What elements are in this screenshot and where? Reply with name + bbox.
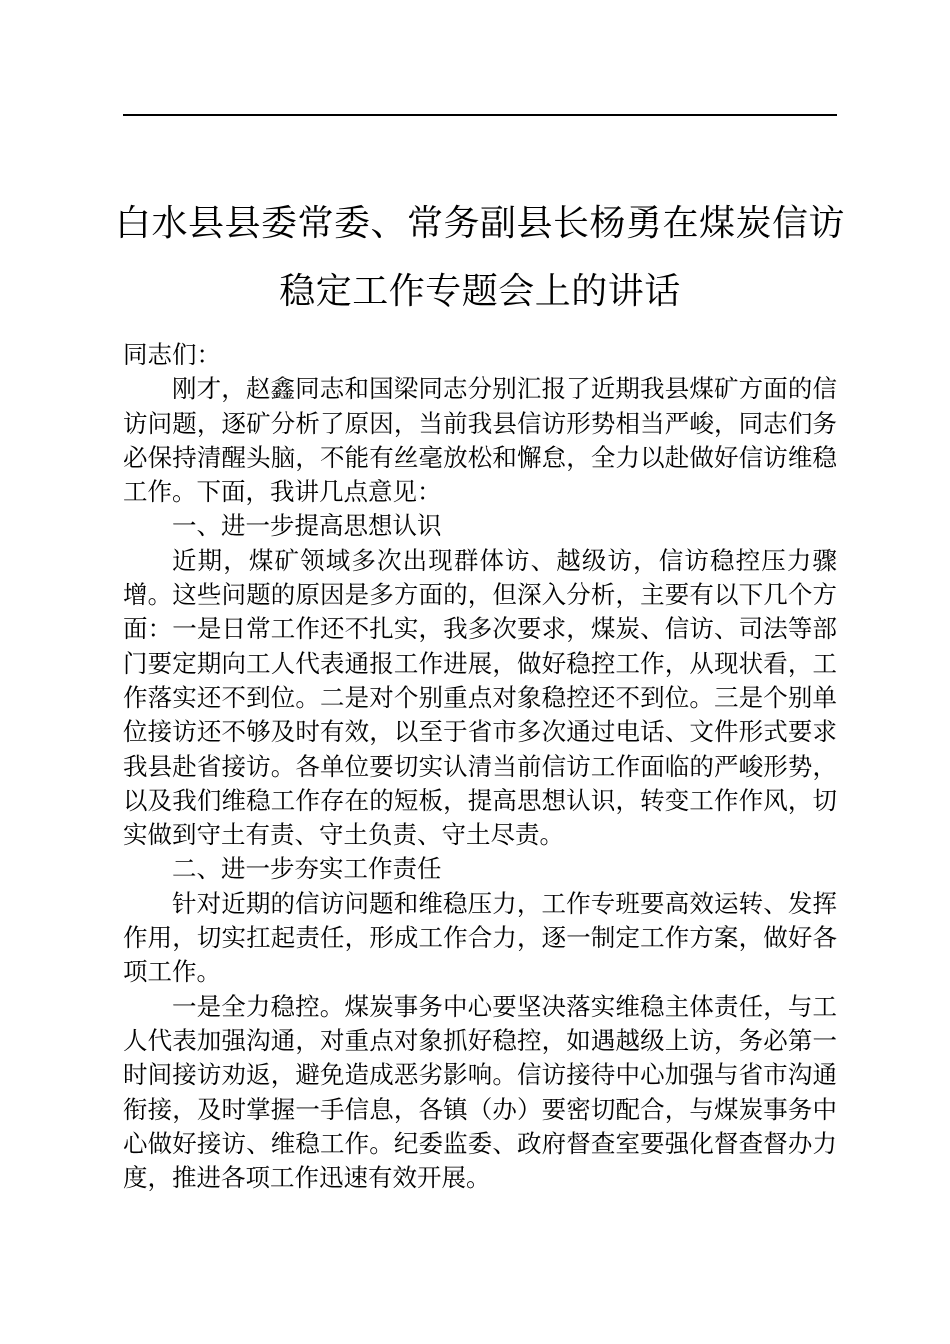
section-heading-2: 二、进一步夯实工作责任	[172, 854, 442, 884]
document-title-line-2: 稳定工作专题会上的讲话	[279, 271, 681, 313]
section-heading-1: 一、进一步提高思想认识	[172, 511, 442, 541]
paragraph-stability-control: 一是全力稳控。煤炭事务中心要坚决落实维稳主体责任，与工人代表加强沟通，对重点对象抓好稳控，如遇越级上访，务必第一时间接访劝返，避免造成恶劣影响。信访接待中心加强与省市沟通衔接，及时掌握一手信息，各镇（办）要密切配合，与煤炭事务中心做好接访、维稳工作。纪委监委、政府督查室要强化督查督办力度，推进各项工作迅速有效开展。	[123, 991, 837, 1193]
paragraph-intro: 刚才，赵鑫同志和国梁同志分别汇报了近期我县煤矿方面的信访问题，逐矿分析了原因，当前我县信访形势相当严峻，同志们务必保持清醒头脑，不能有丝毫放松和懈怠，全力以赴做好信访维稳工作。下面，我讲几点意见：	[123, 374, 837, 507]
salutation: 同志们：	[123, 340, 221, 369]
paragraph-section-2: 针对近期的信访问题和维稳压力，工作专班要高效运转、发挥作用，切实扛起责任，形成工作合力，逐一制定工作方案，做好各项工作。	[123, 888, 837, 987]
document-body	[123, 338, 837, 1195]
header-rule	[123, 114, 837, 116]
document-title-line-1: 白水县县委常委、常务副县长杨勇在煤炭信访	[114, 203, 845, 245]
paragraph-section-1: 近期，煤矿领域多次出现群体访、越级访，信访稳控压力骤增。这些问题的原因是多方面的，但深入分析，主要有以下几个方面：一是日常工作还不扎实，我多次要求，煤炭、信访、司法等部门要定期向工人代表通报工作进展，做好稳控工作，从现状看，工作落实还不到位。二是对个别重点对象稳控还不到位。三是个别单位接访还不够及时有效，以至于省市多次通过电话、文件形式要求我县赴省接访。各单位要切实认清当前信访工作面临的严峻形势，以及我们维稳工作存在的短板，提高思想认识，转变工作作风，切实做到守土有责、守土负责、守土尽责。	[123, 545, 837, 850]
